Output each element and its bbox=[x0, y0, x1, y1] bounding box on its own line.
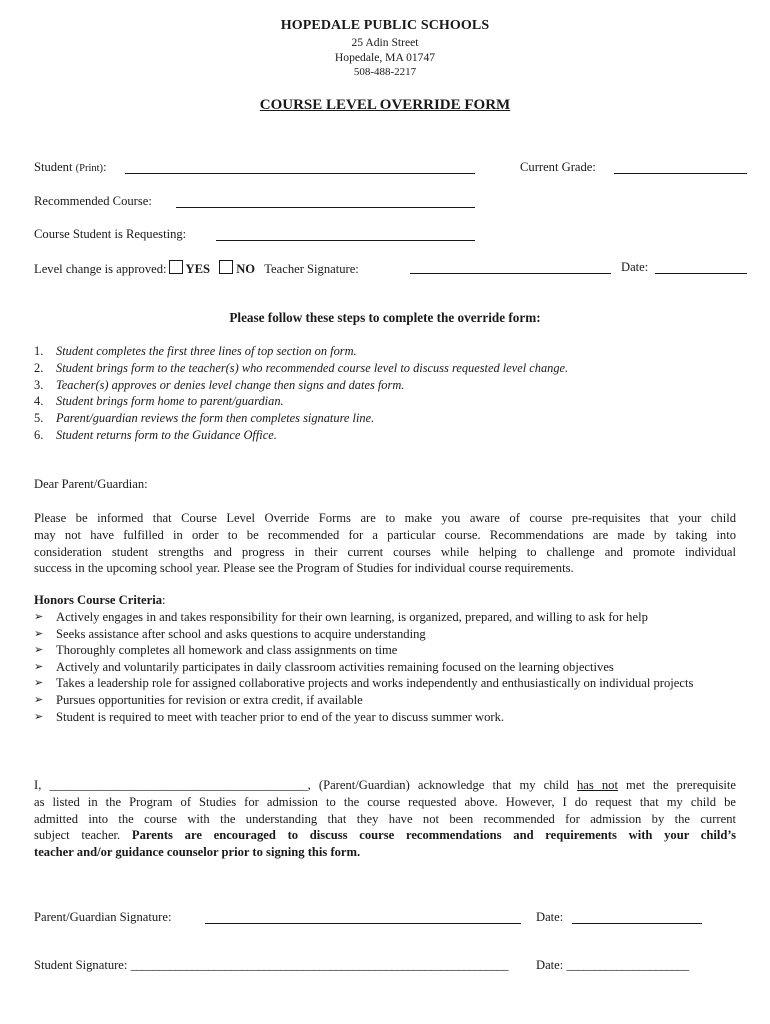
arrow-bullet-icon: ➢ bbox=[34, 692, 44, 706]
step-item: 1. Student completes the first three lines of top section on form. bbox=[34, 344, 357, 358]
yes-checkbox[interactable] bbox=[169, 260, 183, 274]
student-signature-label: Student Signature: bbox=[34, 958, 128, 972]
parent-date-label: Date: bbox=[536, 910, 564, 924]
step-item: 5. Parent/guardian reviews the form then completes signature line. bbox=[34, 411, 375, 426]
step-item: 2. Student brings form to the teacher(s) who recommended course level to discuss requested level change. bbox=[34, 360, 569, 375]
requesting-course-field[interactable] bbox=[216, 240, 475, 241]
arrow-bullet-icon: ➢ bbox=[34, 676, 44, 690]
no-label: NO bbox=[236, 262, 256, 276]
criteria-item: ➢ Thoroughly completes all homework and class assignments on time bbox=[34, 643, 398, 658]
level-change-row bbox=[34, 260, 359, 277]
form-title: COURSE LEVEL OVERRIDE FORM bbox=[259, 97, 511, 113]
teacher-signature-field[interactable] bbox=[410, 273, 611, 274]
student-date-label: Date: bbox=[536, 958, 564, 972]
student-signature-row bbox=[34, 958, 508, 973]
step-item: 3. Teacher(s) approves or denies level change then signs and dates form. bbox=[34, 377, 405, 392]
criteria-title: Honors Course Criteria: bbox=[34, 593, 166, 607]
student-name-field[interactable] bbox=[125, 173, 475, 174]
letter-body: Please be informed that Course Level Override Forms are to make you aware of course pre-requisites that your child may not have fulfilled in order to be recommended for a particular course. Recommendations are made by taking into consideration student strengths and progress in their current courses while helping to challenge and promote individual success in the upcoming school year. Please see the Program of Studies for individual course requirements. bbox=[34, 511, 736, 576]
recommended-course-field[interactable] bbox=[176, 207, 475, 208]
arrow-bullet-icon: ➢ bbox=[34, 610, 44, 623]
requesting-course-label: Course Student is Requesting: bbox=[34, 227, 187, 241]
school-street: 25 Adin Street bbox=[351, 36, 419, 49]
student-label: Student (Print): bbox=[34, 160, 107, 174]
no-checkbox[interactable] bbox=[219, 260, 233, 274]
parent-signature-field[interactable] bbox=[205, 923, 521, 924]
school-name: HOPEDALE PUBLIC SCHOOLS bbox=[280, 18, 490, 33]
steps-title: Please follow these steps to complete the override form: bbox=[229, 310, 541, 325]
criteria-item: ➢ Seeks assistance after school and asks questions to acquire understanding bbox=[34, 626, 426, 641]
arrow-bullet-icon: ➢ bbox=[34, 659, 44, 673]
criteria-list bbox=[34, 609, 736, 725]
step-item: 6. Student returns form to the Guidance Office. bbox=[34, 427, 277, 442]
current-grade-field[interactable] bbox=[614, 173, 747, 174]
parent-name-blank[interactable]: _________________________________________ bbox=[49, 778, 308, 792]
level-change-label: Level change is approved: bbox=[34, 262, 167, 276]
school-phone: 508-488-2217 bbox=[353, 66, 417, 78]
teacher-date-label: Date: bbox=[621, 260, 649, 274]
recommended-course-label: Recommended Course: bbox=[34, 194, 152, 208]
parent-date-field[interactable] bbox=[572, 923, 702, 924]
steps-list bbox=[34, 343, 568, 444]
parent-signature-label: Parent/Guardian Signature: bbox=[34, 910, 172, 924]
arrow-bullet-icon: ➢ bbox=[34, 709, 44, 723]
criteria-item: ➢ Pursues opportunities for revision or extra credit, if available bbox=[34, 692, 363, 707]
school-city: Hopedale, MA 01747 bbox=[334, 51, 436, 64]
arrow-bullet-icon: ➢ bbox=[34, 643, 44, 657]
yes-label: YES bbox=[185, 262, 211, 276]
acknowledgment-paragraph: I, _________________________________________, (Parent/Guardian) acknowledge that my child has not met the prerequisite as listed in the Program of Studies for admission to the course requested above. However, I do request that my child be admitted into the course with the understanding that they have not been recommended for admission by the current subject teacher. Parents are encouraged to discuss course recommendations and requirements with your child’s teacher and/or guidance counselor prior to signing this form. bbox=[34, 778, 736, 860]
teacher-signature-label: Teacher Signature: bbox=[264, 262, 359, 276]
student-date-field[interactable]: ______________________ bbox=[566, 958, 689, 972]
student-date-row bbox=[536, 958, 688, 973]
step-item: 4. Student brings form home to parent/guardian. bbox=[34, 394, 284, 409]
teacher-date-field[interactable] bbox=[655, 273, 747, 274]
arrow-bullet-icon: ➢ bbox=[34, 626, 44, 640]
salutation: Dear Parent/Guardian: bbox=[34, 477, 148, 491]
student-signature-field[interactable]: ____________________________________________________________________ bbox=[130, 958, 508, 972]
criteria-item: ➢ Actively engages in and takes responsibility for their own learning, is organized, prepared, and willing to ask for help bbox=[34, 610, 648, 624]
criteria-item: ➢ Student is required to meet with teacher prior to end of the year to discuss summer work. bbox=[34, 709, 505, 724]
current-grade-label: Current Grade: bbox=[520, 160, 596, 174]
criteria-item: ➢ Takes a leadership role for assigned collaborative projects and works independently and enthusiastically on individual projects bbox=[34, 676, 694, 691]
criteria-item: ➢ Actively and voluntarily participates in daily classroom activities remaining focused on the learning objectives bbox=[34, 659, 614, 674]
